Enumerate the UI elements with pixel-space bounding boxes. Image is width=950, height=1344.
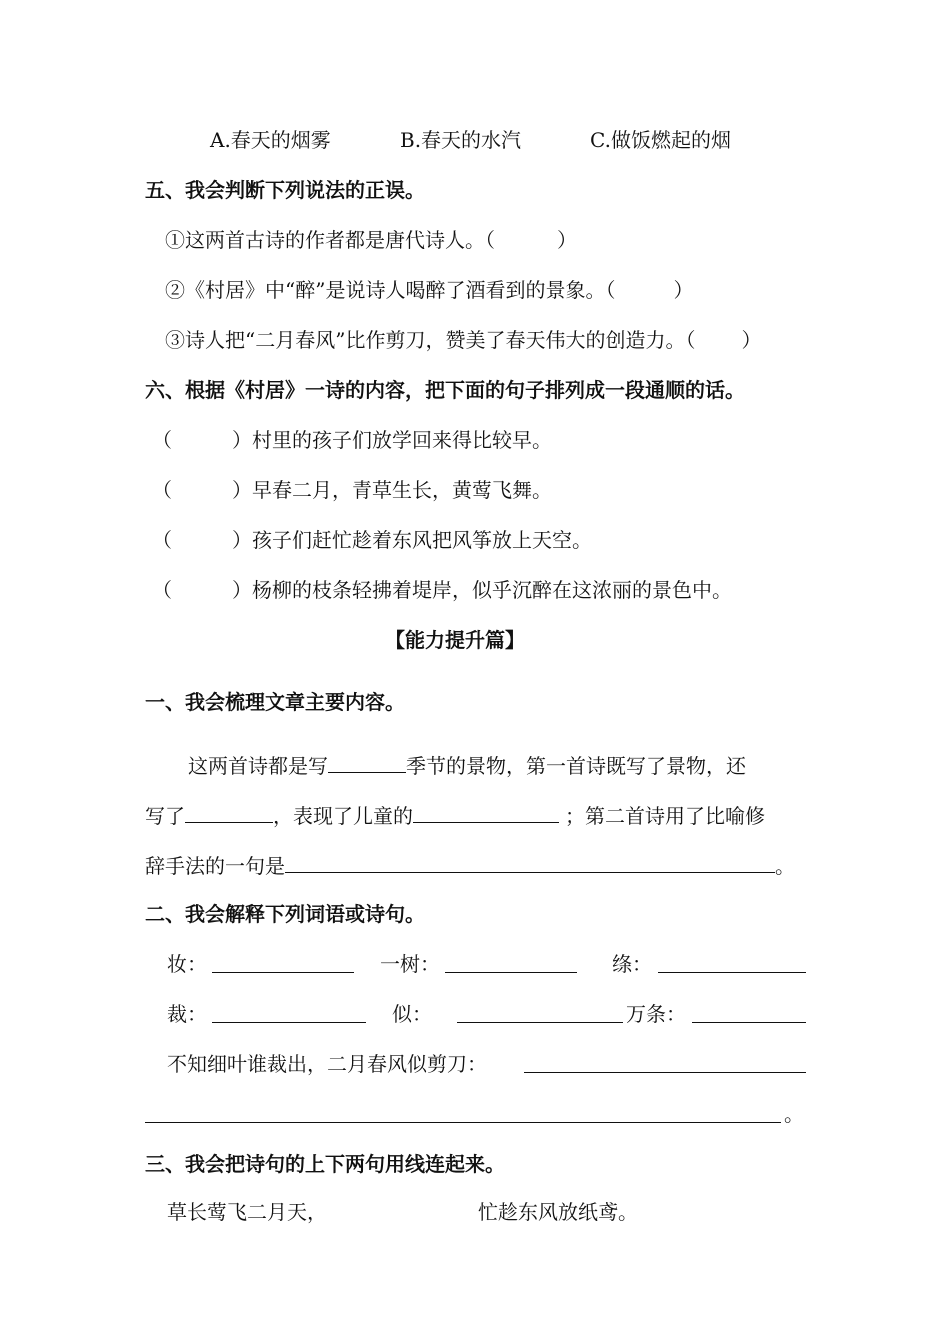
- judge-item-1: [165, 228, 577, 252]
- answer-blank[interactable]: [212, 952, 354, 973]
- summary-text: ；第二首诗用了比喻修: [565, 804, 765, 828]
- order-item-4: [152, 578, 732, 602]
- verse-right[interactable]: 忙趁东风放纸鸢。: [478, 1200, 638, 1224]
- option-c: C.做饭燃起的烟: [590, 128, 731, 152]
- order-item-1: [152, 428, 552, 452]
- order-paren-open: （: [152, 528, 172, 552]
- section5-title: 五、我会判断下列说法的正误。: [145, 178, 425, 202]
- judge-item-text: ①这两首古诗的作者都是唐代诗人。（: [165, 228, 495, 252]
- word-yishu: 一树：: [380, 952, 440, 976]
- order-paren-close: ）: [232, 478, 252, 502]
- ability-heading: 【能力提升篇】: [385, 628, 525, 652]
- order-paren-open: （: [152, 428, 172, 452]
- answer-blank[interactable]: [457, 1002, 623, 1023]
- ability3-title: 三、我会把诗句的上下两句用线连起来。: [145, 1152, 505, 1176]
- order-item-text: 村里的孩子们放学回来得比较早。: [252, 428, 552, 452]
- answer-blank[interactable]: [658, 952, 806, 973]
- order-paren-close: ）: [232, 528, 252, 552]
- summary-text: 写了: [145, 804, 185, 828]
- section6-title: 六、根据《村居》一诗的内容，把下面的句子排列成一段通顺的话。: [145, 378, 745, 402]
- judge-paren-close: ）: [557, 228, 577, 252]
- order-item-text: 孩子们赶忙趁着东风把风筝放上天空。: [252, 528, 592, 552]
- ability2-title: 二、我会解释下列词语或诗句。: [145, 902, 425, 926]
- word-zhuang: 妆：: [167, 952, 207, 976]
- summary-line-2: [145, 802, 765, 828]
- verse-left[interactable]: 草长莺飞二月天，: [167, 1200, 327, 1224]
- judge-paren-close: ）: [741, 328, 762, 352]
- order-item-3: [152, 528, 592, 552]
- verse-end: 。: [784, 1102, 804, 1126]
- answer-blank[interactable]: [524, 1052, 806, 1073]
- answer-blank[interactable]: [185, 802, 273, 823]
- answer-blank[interactable]: [285, 852, 775, 873]
- summary-text: 季节的景物，第一首诗既写了景物，还: [406, 754, 746, 778]
- order-item-text: 杨柳的枝条轻拂着堤岸，似乎沉醉在这浓丽的景色中。: [252, 578, 732, 602]
- judge-item-3: [165, 328, 761, 352]
- ability1-title: 一、我会梳理文章主要内容。: [145, 690, 405, 714]
- summary-text: ，表现了儿童的: [273, 804, 413, 828]
- answer-blank[interactable]: [692, 1002, 806, 1023]
- option-b: B.春天的水汽: [400, 128, 522, 152]
- answer-blank[interactable]: [445, 952, 577, 973]
- order-paren-close: ）: [232, 428, 252, 452]
- order-paren-close: ）: [232, 578, 252, 602]
- summary-text: 辞手法的一句是: [145, 854, 285, 878]
- word-tao: 绦：: [612, 952, 652, 976]
- order-item-text: 早春二月，青草生长，黄莺飞舞。: [252, 478, 552, 502]
- judge-item-text: ③诗人把“二月春风”比作剪刀，赞美了春天伟大的创造力。（: [165, 328, 696, 352]
- word-cai: 裁：: [167, 1002, 207, 1026]
- order-paren-open: （: [152, 478, 172, 502]
- answer-blank[interactable]: [413, 802, 559, 823]
- summary-line-1: [188, 752, 746, 778]
- answer-blank[interactable]: [212, 1002, 366, 1023]
- answer-blank[interactable]: [328, 752, 406, 773]
- summary-text: 这两首诗都是写: [188, 754, 328, 778]
- word-si: 似：: [392, 1002, 432, 1026]
- word-wantiao: 万条：: [626, 1002, 686, 1026]
- judge-paren-close: ）: [673, 278, 694, 302]
- option-a: A.春天的烟雾: [210, 128, 331, 152]
- order-item-2: [152, 478, 552, 502]
- answer-blank[interactable]: [145, 1102, 781, 1123]
- summary-line-3: [145, 852, 795, 878]
- verse-explain: 不知细叶谁裁出，二月春风似剪刀：: [167, 1052, 487, 1076]
- order-paren-open: （: [152, 578, 172, 602]
- judge-item-text: ②《村居》中“醉”是说诗人喝醉了酒看到的景象。（: [165, 278, 616, 302]
- summary-text: 。: [775, 854, 795, 878]
- judge-item-2: [165, 278, 693, 302]
